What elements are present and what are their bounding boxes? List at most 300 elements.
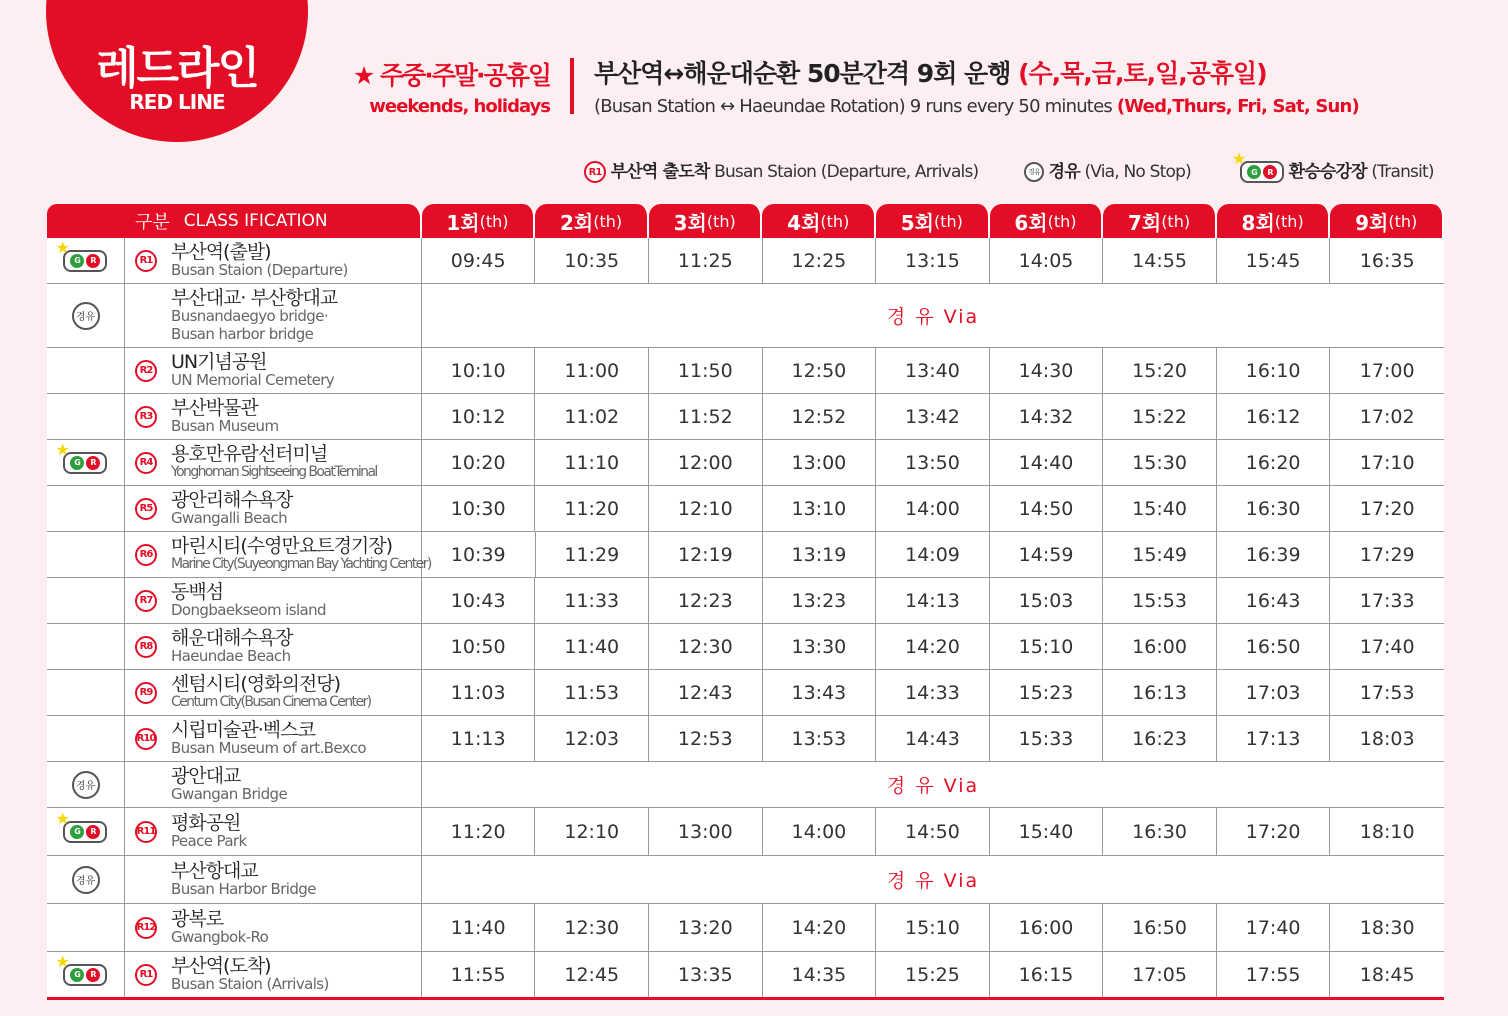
station-cell [125, 904, 422, 951]
time-cell: 14:50 [990, 486, 1104, 531]
time-cell: 14:43 [876, 716, 990, 761]
time-cell: 15:53 [1103, 578, 1217, 623]
route-en-days: (Wed,Thurs, Fri, Sat, Sun) [1116, 96, 1359, 117]
time-cell: 17:00 [1359, 359, 1415, 382]
station-name [170, 954, 329, 993]
time-cell: 13:35 [649, 952, 763, 997]
time-cell: 12:45 [535, 952, 649, 997]
time-cell: 14:20 [763, 904, 877, 951]
row-symbol [47, 578, 125, 623]
time-cell: 15:10 [876, 904, 990, 951]
station-code-icon: R11 [135, 821, 157, 843]
station-cell [125, 532, 431, 577]
time-cell: 16:50 [1103, 904, 1217, 951]
time-cell: 13:53 [763, 716, 877, 761]
legend-departure [584, 157, 978, 183]
station-name-en: Busan Museum [170, 416, 279, 435]
time-cell: 13:42 [876, 394, 990, 439]
time-cell: 14:00 [763, 808, 877, 855]
run-number: 1회 [446, 210, 480, 235]
station-name [170, 580, 326, 619]
station-code-icon: R10 [135, 728, 157, 750]
route-ko-days: (수,목,금,토,일,공휴일) [1018, 59, 1267, 88]
station-name-en-2: Busan harbor bridge [171, 324, 314, 343]
station-name-en: Busan Staion (Departure) [170, 260, 348, 279]
time-cell: 12:43 [649, 670, 763, 715]
line-name-ko: 레드라인 [95, 43, 258, 94]
time-cell: 13:20 [649, 904, 763, 951]
route-info [594, 54, 1359, 117]
station-name-en: Yonghoman Sightseeing BoatTeminal [170, 463, 377, 480]
time-cell: 13:00 [649, 808, 763, 855]
time-cell: 16:10 [1217, 348, 1331, 393]
row-symbol [47, 348, 125, 393]
header-ko: 구분 [135, 212, 170, 233]
operating-days [330, 56, 550, 117]
station-name [170, 240, 348, 279]
time-cell: 17:29 [1359, 543, 1415, 566]
time-cell: 10:30 [422, 486, 536, 531]
time-cell: 15:10 [990, 624, 1104, 669]
time-cell: 14:09 [876, 532, 990, 577]
table-row [47, 578, 1444, 624]
table-row [47, 532, 1444, 578]
time-cell: 11:50 [649, 348, 763, 393]
time-cell: 14:00 [876, 486, 990, 531]
station-name-ko: 시립미술관·벡스코 [170, 718, 315, 741]
station-code-icon: R8 [135, 636, 157, 658]
star-icon: ★ [55, 951, 70, 971]
run-header [990, 204, 1104, 238]
via-icon: 경유 [72, 866, 100, 894]
station-name-ko: 부산역(도착) [170, 954, 271, 977]
time-cell: 10:39 [422, 532, 536, 577]
time-cell: 16:00 [990, 904, 1104, 951]
time-cell: 11:02 [535, 394, 649, 439]
legend-via-en: (Via, No Stop) [1084, 162, 1191, 182]
time-cell: 17:20 [1217, 808, 1331, 855]
time-cell: 15:03 [990, 578, 1104, 623]
run-suffix: (th) [820, 211, 850, 231]
station-name [170, 488, 293, 527]
station-name-ko: 광복로 [170, 907, 224, 930]
via-note: 경 유 Via [886, 306, 980, 328]
row-symbol [47, 856, 125, 903]
table-row [47, 808, 1444, 856]
time-cell: 10:10 [422, 348, 536, 393]
station-name-ko: 부산역(출발) [170, 240, 271, 263]
station-code-icon: R6 [135, 544, 157, 566]
station-name-en: Busan Museum of art.Bexco [170, 738, 366, 757]
time-cell: 11:20 [535, 486, 649, 531]
time-cell: 15:33 [990, 716, 1104, 761]
time-cell: 15:49 [1103, 532, 1217, 577]
time-cell: 18:10 [1359, 820, 1415, 843]
header-en: CLASS IFICATION [183, 211, 328, 231]
station-cell [125, 716, 422, 761]
time-cell: 11:40 [535, 624, 649, 669]
table-row [47, 716, 1444, 762]
time-cell: 16:12 [1217, 394, 1331, 439]
time-cell: 14:30 [990, 348, 1104, 393]
time-cell: 17:55 [1217, 952, 1331, 997]
station-name-ko: 부산항대교 [171, 859, 258, 882]
table-row [47, 952, 1444, 1000]
legend-r1-en: Busan Staion (Departure, Arrivals) [714, 162, 979, 182]
station-name-en: Peace Park [170, 831, 247, 850]
time-cell: 13:19 [763, 532, 877, 577]
r1-station-icon: R1 [584, 161, 606, 183]
time-cell: 13:30 [763, 624, 877, 669]
time-cell: 10:50 [422, 624, 536, 669]
run-header [649, 204, 763, 238]
station-name-ko: 해운대해수욕장 [170, 626, 293, 649]
time-cell: 12:10 [649, 486, 763, 531]
station-name [170, 442, 377, 481]
time-cell: 14:13 [876, 578, 990, 623]
run-header [762, 204, 876, 238]
star-icon: ★ [55, 439, 70, 459]
station-cell [125, 238, 422, 283]
table-row [47, 440, 1444, 486]
run-suffix: (th) [1274, 211, 1304, 231]
run-suffix: (th) [479, 211, 509, 231]
station-name [170, 626, 293, 665]
legend-transit-ko: 환승승강장 [1288, 162, 1367, 182]
station-cell [125, 762, 422, 807]
via-icon: 경유 [72, 771, 100, 799]
station-code-icon: R9 [135, 682, 157, 704]
time-cell: 13:40 [876, 348, 990, 393]
run-number: 9회 [1355, 210, 1389, 235]
time-cell: 16:20 [1217, 440, 1331, 485]
run-suffix: (th) [593, 211, 623, 231]
time-cell: 12:30 [649, 624, 763, 669]
table-row [47, 856, 1444, 904]
time-cell: 11:03 [422, 670, 536, 715]
station-name-en: Marine City(Suyeongman Bay Yachting Center) [170, 555, 431, 572]
time-cell: 12:19 [649, 532, 763, 577]
station-cell [125, 856, 422, 903]
timetable [47, 204, 1444, 1000]
station-code-icon: R7 [135, 590, 157, 612]
time-cell: 15:45 [1217, 238, 1331, 283]
route-ko-line [594, 54, 1359, 90]
row-symbol [47, 238, 125, 283]
table-body [47, 238, 1444, 1000]
time-cell: 13:23 [763, 578, 877, 623]
station-name-ko: 광안대교 [171, 764, 241, 787]
station-code-icon: R1 [135, 964, 157, 986]
transit-icon: ★ G R [63, 250, 107, 272]
time-cell: 17:53 [1359, 681, 1415, 704]
legend-transit [1232, 149, 1434, 183]
station-name-en: Centum City(Busan Cinema Center) [170, 693, 371, 710]
station-code-icon: R4 [135, 452, 157, 474]
table-row [47, 762, 1444, 808]
station-name [170, 672, 371, 711]
time-cell: 15:40 [1103, 486, 1217, 531]
row-symbol [47, 808, 125, 855]
station-name-ko: 센텀시티(영화의전당) [170, 672, 340, 695]
station-code-icon: R5 [135, 498, 157, 520]
time-cell: 17:40 [1359, 635, 1415, 658]
transit-icon: ★ G R [63, 821, 107, 843]
station-name [171, 286, 338, 343]
time-cell: 11:29 [536, 532, 650, 577]
time-cell: 16:35 [1359, 249, 1415, 272]
table-row [47, 284, 1444, 348]
run-number: 8회 [1241, 210, 1275, 235]
time-cell: 11:20 [422, 808, 536, 855]
station-cell [125, 624, 422, 669]
star-icon: ★ [1232, 149, 1246, 168]
station-cell [125, 440, 422, 485]
time-cell: 15:25 [876, 952, 990, 997]
station-code-icon: R1 [135, 250, 157, 272]
transit-icon: ★ G R [1240, 161, 1284, 183]
station-name-en: Busnandaegyo bridge· [171, 306, 328, 325]
station-name-en: Dongbaekseom island [170, 600, 326, 619]
via-icon: 경유 [72, 302, 100, 330]
station-name-en: Busan Staion (Arrivals) [170, 974, 329, 993]
run-suffix: (th) [1047, 211, 1077, 231]
run-suffix: (th) [706, 211, 736, 231]
run-header [535, 204, 649, 238]
time-cell: 12:00 [649, 440, 763, 485]
header-classification [47, 204, 422, 238]
legend-transit-en: (Transit) [1371, 162, 1434, 182]
station-cell [125, 394, 422, 439]
transit-icon: ★ G R [63, 964, 107, 986]
station-cell [125, 284, 422, 347]
station-name [171, 764, 288, 803]
table-row [47, 348, 1444, 394]
time-cell: 15:40 [990, 808, 1104, 855]
transit-icon: ★ G R [63, 452, 107, 474]
run-number: 6회 [1014, 210, 1048, 235]
time-cell: 10:35 [535, 238, 649, 283]
time-cell: 18:30 [1359, 916, 1415, 939]
time-cell: 14:32 [990, 394, 1104, 439]
station-name-en: UN Memorial Cemetery [170, 370, 335, 389]
route-ko: 부산역↔해운대순환 50분간격 9회 운행 [594, 59, 1011, 88]
station-name-en: Gwangbok-Ro [170, 927, 269, 946]
line-name-en: RED LINE [129, 90, 225, 114]
time-cell: 12:30 [535, 904, 649, 951]
station-cell [125, 578, 422, 623]
time-cell: 14:20 [876, 624, 990, 669]
station-name-ko: 마린시티(수영만요트경기장) [170, 534, 393, 557]
legend [584, 149, 1446, 185]
run-number: 3회 [673, 210, 707, 235]
time-cell: 16:50 [1217, 624, 1331, 669]
time-cell: 13:10 [763, 486, 877, 531]
run-header [1217, 204, 1331, 238]
table-row [47, 904, 1444, 952]
via-note: 경 유 Via [886, 775, 980, 797]
run-number: 4회 [787, 210, 821, 235]
time-cell: 16:00 [1103, 624, 1217, 669]
station-cell [125, 348, 422, 393]
legend-via-ko: 경유 [1048, 162, 1080, 182]
route-en-line [594, 96, 1359, 117]
time-cell: 10:43 [422, 578, 536, 623]
time-cell: 16:39 [1217, 532, 1331, 577]
time-cell: 11:55 [422, 952, 536, 997]
time-cell: 16:30 [1103, 808, 1217, 855]
time-cell: 14:35 [763, 952, 877, 997]
station-code-icon: R12 [135, 917, 157, 939]
legend-r1-ko: 부산역 출도착 [610, 162, 710, 182]
time-cell: 14:55 [1103, 238, 1217, 283]
time-cell: 14:33 [876, 670, 990, 715]
time-cell: 17:10 [1359, 451, 1415, 474]
days-ko: ★ 주중·주말·공휴일 [352, 61, 550, 90]
station-name-ko: 용호만유람선터미널 [170, 442, 328, 465]
time-cell: 16:13 [1103, 670, 1217, 715]
time-cell: 15:30 [1103, 440, 1217, 485]
table-row [47, 394, 1444, 440]
time-cell: 16:30 [1217, 486, 1331, 531]
station-name [171, 859, 316, 898]
days-en: weekends, holidays [369, 96, 550, 117]
station-name [170, 396, 279, 435]
row-symbol [47, 284, 125, 347]
table-row [47, 486, 1444, 532]
station-name [170, 907, 269, 946]
station-name-ko: 광안리해수욕장 [170, 488, 293, 511]
station-cell [125, 670, 422, 715]
run-headers [422, 204, 1444, 238]
station-cell [125, 952, 422, 997]
station-name [170, 811, 247, 850]
time-cell: 16:43 [1217, 578, 1331, 623]
station-name-en: Gwangan Bridge [171, 784, 288, 803]
station-name [170, 350, 335, 389]
table-header [47, 204, 1444, 238]
time-cell: 14:05 [990, 238, 1104, 283]
time-cell: 15:23 [990, 670, 1104, 715]
star-icon: ★ [55, 237, 70, 257]
row-symbol [47, 394, 125, 439]
station-name-ko: 평화공원 [170, 811, 241, 834]
time-cell: 12:23 [649, 578, 763, 623]
time-cell: 11:40 [422, 904, 536, 951]
table-row [47, 238, 1444, 284]
time-cell: 13:00 [763, 440, 877, 485]
station-name-ko: 동백섬 [170, 580, 224, 603]
time-cell: 15:22 [1103, 394, 1217, 439]
run-number: 2회 [559, 210, 594, 235]
time-cell: 11:13 [422, 716, 536, 761]
row-symbol [47, 532, 125, 577]
time-cell: 14:40 [990, 440, 1104, 485]
time-cell: 17:05 [1103, 952, 1217, 997]
table-row [47, 624, 1444, 670]
time-cell: 17:03 [1217, 670, 1331, 715]
time-cell: 10:20 [422, 440, 536, 485]
time-cell: 12:10 [535, 808, 649, 855]
station-cell [125, 486, 422, 531]
time-cell: 10:12 [422, 394, 536, 439]
station-code-icon: R2 [135, 360, 157, 382]
row-symbol [47, 716, 125, 761]
run-header [1103, 204, 1217, 238]
time-cell: 11:25 [649, 238, 763, 283]
row-symbol [47, 440, 125, 485]
time-cell: 11:33 [535, 578, 649, 623]
time-cell: 13:50 [876, 440, 990, 485]
station-name [170, 534, 431, 573]
run-suffix: (th) [1388, 211, 1418, 231]
via-note: 경 유 Via [886, 870, 980, 892]
run-number: 7회 [1127, 210, 1162, 235]
station-name-en: Haeundae Beach [170, 646, 291, 665]
route-en: (Busan Station ↔ Haeundae Rotation) 9 runs every 50 minutes [594, 96, 1112, 117]
row-symbol [47, 762, 125, 807]
run-suffix: (th) [934, 211, 963, 231]
run-header [422, 204, 536, 238]
time-cell: 14:59 [990, 532, 1104, 577]
station-name-ko: 부산박물관 [170, 396, 258, 419]
station-name-en: Busan Harbor Bridge [171, 879, 316, 898]
time-cell: 16:15 [990, 952, 1104, 997]
time-cell: 13:15 [876, 238, 990, 283]
time-cell: 12:25 [763, 238, 877, 283]
time-cell: 17:13 [1217, 716, 1331, 761]
station-code-icon: R3 [135, 406, 157, 428]
time-cell: 12:03 [535, 716, 649, 761]
time-cell: 12:53 [649, 716, 763, 761]
time-cell: 18:03 [1359, 727, 1415, 750]
table-row [47, 670, 1444, 716]
row-symbol [47, 486, 125, 531]
via-icon: 경유 [1024, 162, 1044, 182]
station-name-en: Gwangalli Beach [170, 508, 288, 527]
time-cell: 18:45 [1359, 963, 1415, 986]
row-symbol [47, 670, 125, 715]
time-cell: 17:20 [1359, 497, 1415, 520]
time-cell: 17:33 [1359, 589, 1415, 612]
time-cell: 16:23 [1103, 716, 1217, 761]
run-number: 5회 [900, 210, 934, 235]
time-cell: 11:00 [535, 348, 649, 393]
divider [570, 58, 574, 114]
row-symbol [47, 904, 125, 951]
time-cell: 09:45 [422, 238, 536, 283]
station-cell [125, 808, 422, 855]
time-cell: 11:53 [535, 670, 649, 715]
time-cell: 13:43 [763, 670, 877, 715]
time-cell: 17:40 [1217, 904, 1331, 951]
run-header [876, 204, 990, 238]
time-cell: 12:50 [763, 348, 877, 393]
run-suffix: (th) [1161, 211, 1191, 231]
time-cell: 17:02 [1359, 405, 1415, 428]
station-name-ko: UN기념공원 [170, 350, 267, 373]
station-name [170, 718, 366, 757]
time-cell: 12:52 [763, 394, 877, 439]
time-cell: 15:20 [1103, 348, 1217, 393]
row-symbol [47, 952, 125, 997]
row-symbol [47, 624, 125, 669]
time-cell: 11:10 [535, 440, 649, 485]
run-header [1330, 204, 1444, 238]
line-badge [46, 0, 308, 142]
time-cell: 11:52 [649, 394, 763, 439]
legend-via [1024, 157, 1191, 182]
